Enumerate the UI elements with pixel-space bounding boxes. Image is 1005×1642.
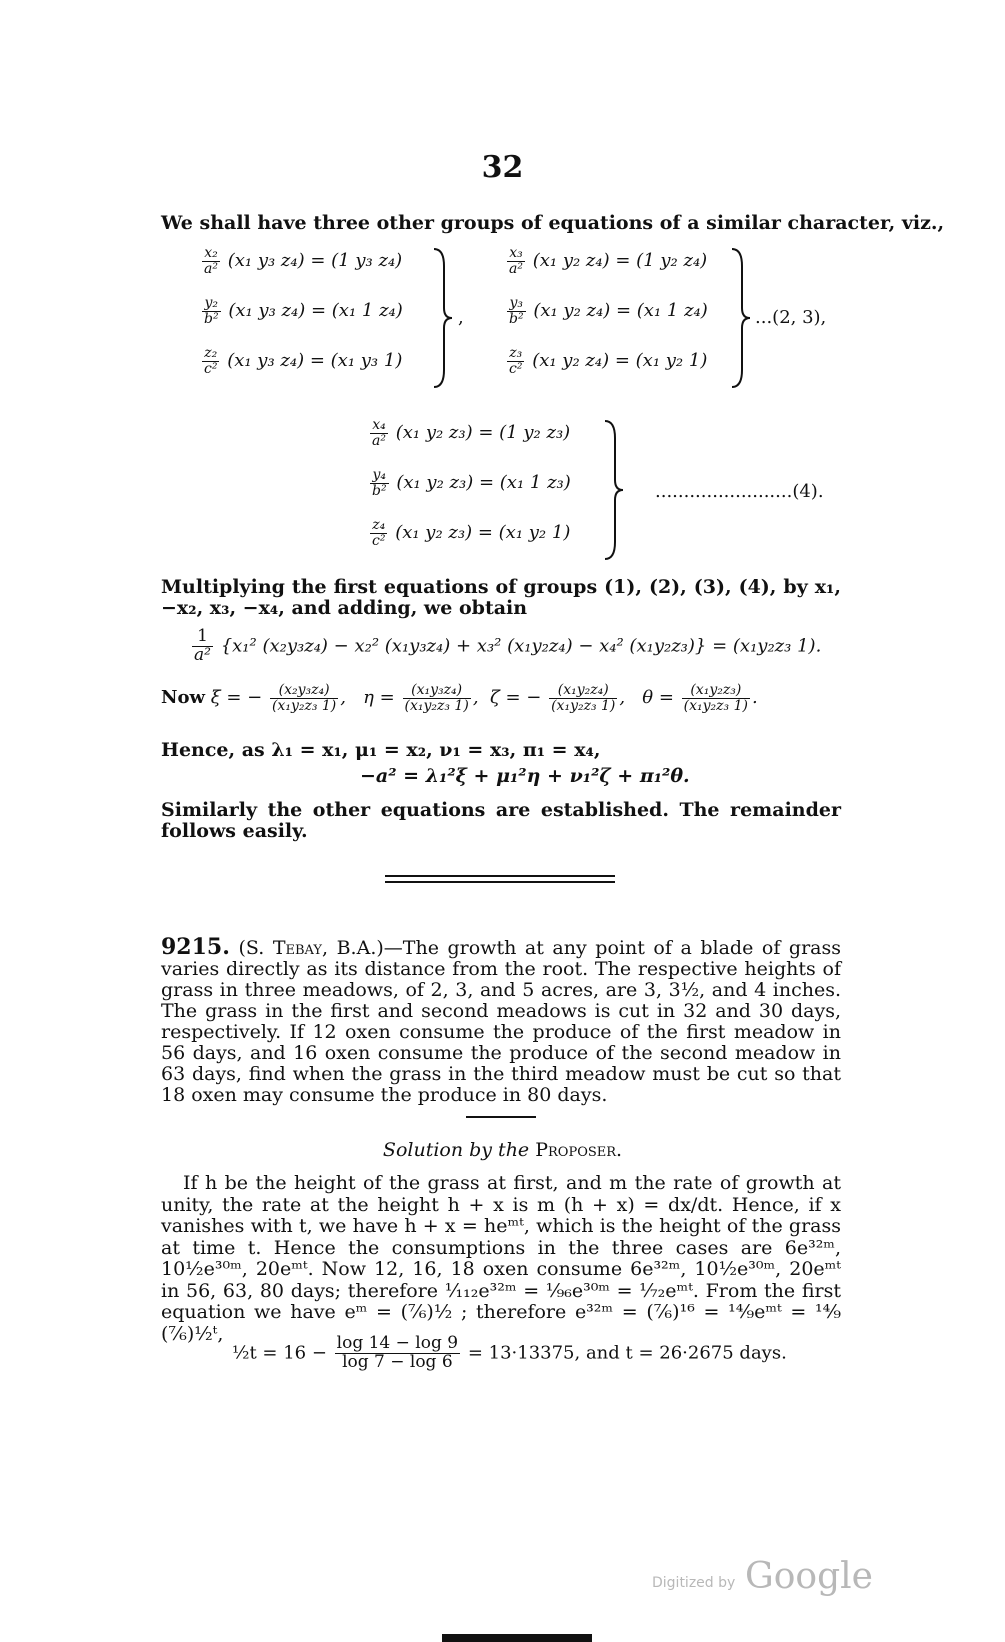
fraction: $\frac{\text{x₃}}{\text{a²}}$ xyxy=(509,245,523,277)
problem-author: (S. Tebay, B.A.) xyxy=(238,937,384,959)
group-comma: , xyxy=(458,307,464,328)
problem-number: 9215. xyxy=(161,934,230,960)
fraction: $\frac{\text{(x₁y₃z₄)}}{\text{(x₁y₂z₃ 1)}}$ xyxy=(404,682,469,714)
group3-row-1 xyxy=(505,246,707,276)
sum-equation xyxy=(190,628,821,665)
group3-brace xyxy=(730,246,752,391)
hence-line: Hence, as λ₁ = x₁, μ₁ = x₂, ν₁ = x₃, π₁ = x₄, xyxy=(161,739,601,761)
equation-text: (x₁ y₂ z₄) = (x₁ 1 z₄) xyxy=(533,300,708,322)
multiply-paragraph: Multiplying the first equations of groups (1), (2), (3), (4), by x₁, −x₂, x₃, −x₄, and adding, we obtain xyxy=(161,576,841,619)
google-logo: Google xyxy=(745,1556,873,1597)
now-equation: Now ξ = − $\frac{\text{(x₂y₃z₄)}}{\text{(x₁y₂z₃ 1)}}$ , η = $\frac{\text{(x₁y₃z₄)}}{\text{(x₁y₂z₃ 1)}}$ , ζ = − $\frac{\text{(x₁y₂z₄)}}{\text{(x₁y₂z₃ 1)}}$ , θ = $\frac{\text{(x₁y₂z₃)}}{\text{(x₁y₂z₃ 1)}}$ . xyxy=(161,682,758,714)
solution-rule xyxy=(466,1116,536,1118)
equation-text: (x₁ y₂ z₃) = (x₁ y₂ 1) xyxy=(395,522,571,544)
group2-row-3 xyxy=(200,346,402,376)
group3-row-2 xyxy=(505,296,708,326)
similarly-paragraph: Similarly the other equations are established. The remainder follows easily. xyxy=(161,799,841,842)
fraction: $\frac{\text{z₄}}{\text{c²}}$ xyxy=(372,517,386,549)
fraction: $\frac{\text{x₂}}{\text{a²}}$ xyxy=(204,245,218,277)
zeta-label: ζ = − xyxy=(489,687,542,709)
fraction: $\frac{\text{(x₂y₃z₄)}}{\text{(x₁y₂z₃ 1)}}$ xyxy=(271,682,337,714)
equation-text: (x₁ y₂ z₄) = (x₁ y₂ 1) xyxy=(532,350,708,372)
digitized-by-label: Digitized by xyxy=(652,1575,736,1591)
fraction: $\frac{\text{(x₁y₂z₃)}}{\text{(x₁y₂z₃ 1)}}$ xyxy=(683,682,748,714)
group4-label: ........................(4). xyxy=(655,481,824,502)
solution-heading-italic: Solution by the xyxy=(382,1139,530,1161)
final-equation xyxy=(232,1335,787,1372)
intro-line: We shall have three other groups of equations of a similar character, viz., xyxy=(161,212,945,234)
section-rule-top xyxy=(385,875,615,877)
now-word: Now xyxy=(161,687,205,709)
group2-equations xyxy=(200,246,445,391)
fraction: $\frac{\log 14 - \log 9}{\log 7 - \log 6}$ xyxy=(336,1333,459,1372)
group4-equations xyxy=(368,418,618,563)
fraction: $\frac{\text{y₂}}{\text{b²}}$ xyxy=(204,295,219,327)
problem-text: —The growth at any point of a blade of grass varies directly as its distance from the root. The respective heights of grass in three meadows, of 2, 3, and 5 acres, are 3, 3½, and 4 inches. The grass in the first and second meadows is cut in 32 and 30 days, respectively. If 12 oxen consume the produce of the first meadow in 56 days, and 16 oxen consume the produce of the second meadow in 63 days, find when the grass in the third meadow must be cut so that 18 oxen may consume the produce in 80 days. xyxy=(161,937,841,1106)
hence-equation: −a² = λ₁²ξ + μ₁²η + ν₁²ζ + π₁²θ. xyxy=(360,765,690,787)
group4-row-3 xyxy=(368,518,570,548)
eta-label: η = xyxy=(363,687,395,709)
fraction: $\frac{\text{z₃}}{\text{c²}}$ xyxy=(509,345,523,377)
fraction: $\frac{\text{y₃}}{\text{b²}}$ xyxy=(509,295,524,327)
final-lhs: ½t = 16 − xyxy=(232,1342,327,1364)
solution-paragraph: If h be the height of the grass at first, and m the rate of growth at unity, the rate at the height h + x is m (h + x) = dx/dt. Hence, if x vanishes with t, we have h + x = heᵐᵗ, which is the height of the grass at time t. Hence the consumptions in the three cases are 6e³²ᵐ, 10½e³⁰ᵐ, 20eᵐᵗ. Now 12, 16, 18 oxen consume 6e³²ᵐ, 10½e³⁰ᵐ, 20eᵐᵗ in 56, 63, 80 days; therefore ¹⁄₁₁₂e³²ᵐ = ¹⁄₉₆e³⁰ᵐ = ¹⁄₇₂eᵐᵗ. From the first equation we have eᵐ = (⁷⁄₆)½ ; therefore e³²ᵐ = (⁷⁄₆)¹⁶ = ¹⁴⁄₉eᵐᵗ = ¹⁴⁄₉ (⁷⁄₆)½ᵗ, xyxy=(161,1172,841,1345)
group3-equations xyxy=(505,246,745,391)
group4-brace xyxy=(603,418,625,563)
equation-text: (x₁ y₂ z₄) = (1 y₂ z₄) xyxy=(532,250,708,272)
equation-text: (x₁ y₂ z₃) = (1 y₂ z₃) xyxy=(395,422,571,444)
fraction: $\frac{\text{y₄}}{\text{b²}}$ xyxy=(372,467,387,499)
group4-row-1 xyxy=(368,418,570,448)
solution-heading-name: Proposer. xyxy=(535,1139,623,1161)
fraction: $\frac{\text{x₄}}{\text{a²}}$ xyxy=(372,417,386,449)
problem-paragraph xyxy=(161,934,841,1106)
group2-brace xyxy=(432,246,454,391)
equation-text: (x₁ y₃ z₄) = (x₁ y₃ 1) xyxy=(227,350,403,372)
section-rule-bottom xyxy=(385,881,615,883)
equation-text: {x₁² (x₂y₃z₄) − x₂² (x₁y₃z₄) + x₃² (x₁y₂z₄) − x₄² (x₁y₂z₃)} = (x₁y₂z₃ 1). xyxy=(220,635,822,657)
group2-row-2 xyxy=(200,296,403,326)
page-number: 32 xyxy=(481,150,524,185)
fraction: $\frac{\text{(x₁y₂z₄)}}{\text{(x₁y₂z₃ 1)}}$ xyxy=(551,682,616,714)
equation-text: (x₁ y₃ z₄) = (1 y₃ z₄) xyxy=(227,250,403,272)
final-rhs: = 13·13375, and t = 26·2675 days. xyxy=(467,1342,787,1364)
equation-text: (x₁ y₂ z₃) = (x₁ 1 z₃) xyxy=(396,472,571,494)
theta-label: θ = xyxy=(642,687,674,709)
fraction: $\frac{\text{z₂}}{\text{c²}}$ xyxy=(204,345,218,377)
group4-row-2 xyxy=(368,468,571,498)
equation-text: (x₁ y₃ z₄) = (x₁ 1 z₄) xyxy=(228,300,403,322)
xi-label: ξ = − xyxy=(210,687,263,709)
solution-heading xyxy=(0,1140,1005,1161)
scan-edge-mark xyxy=(442,1634,592,1642)
group23-label: ...(2, 3), xyxy=(755,307,827,328)
group2-row-1 xyxy=(200,246,402,276)
fraction: $\frac{1}{\text{a²}}$ xyxy=(194,626,211,665)
group3-row-3 xyxy=(505,346,707,376)
